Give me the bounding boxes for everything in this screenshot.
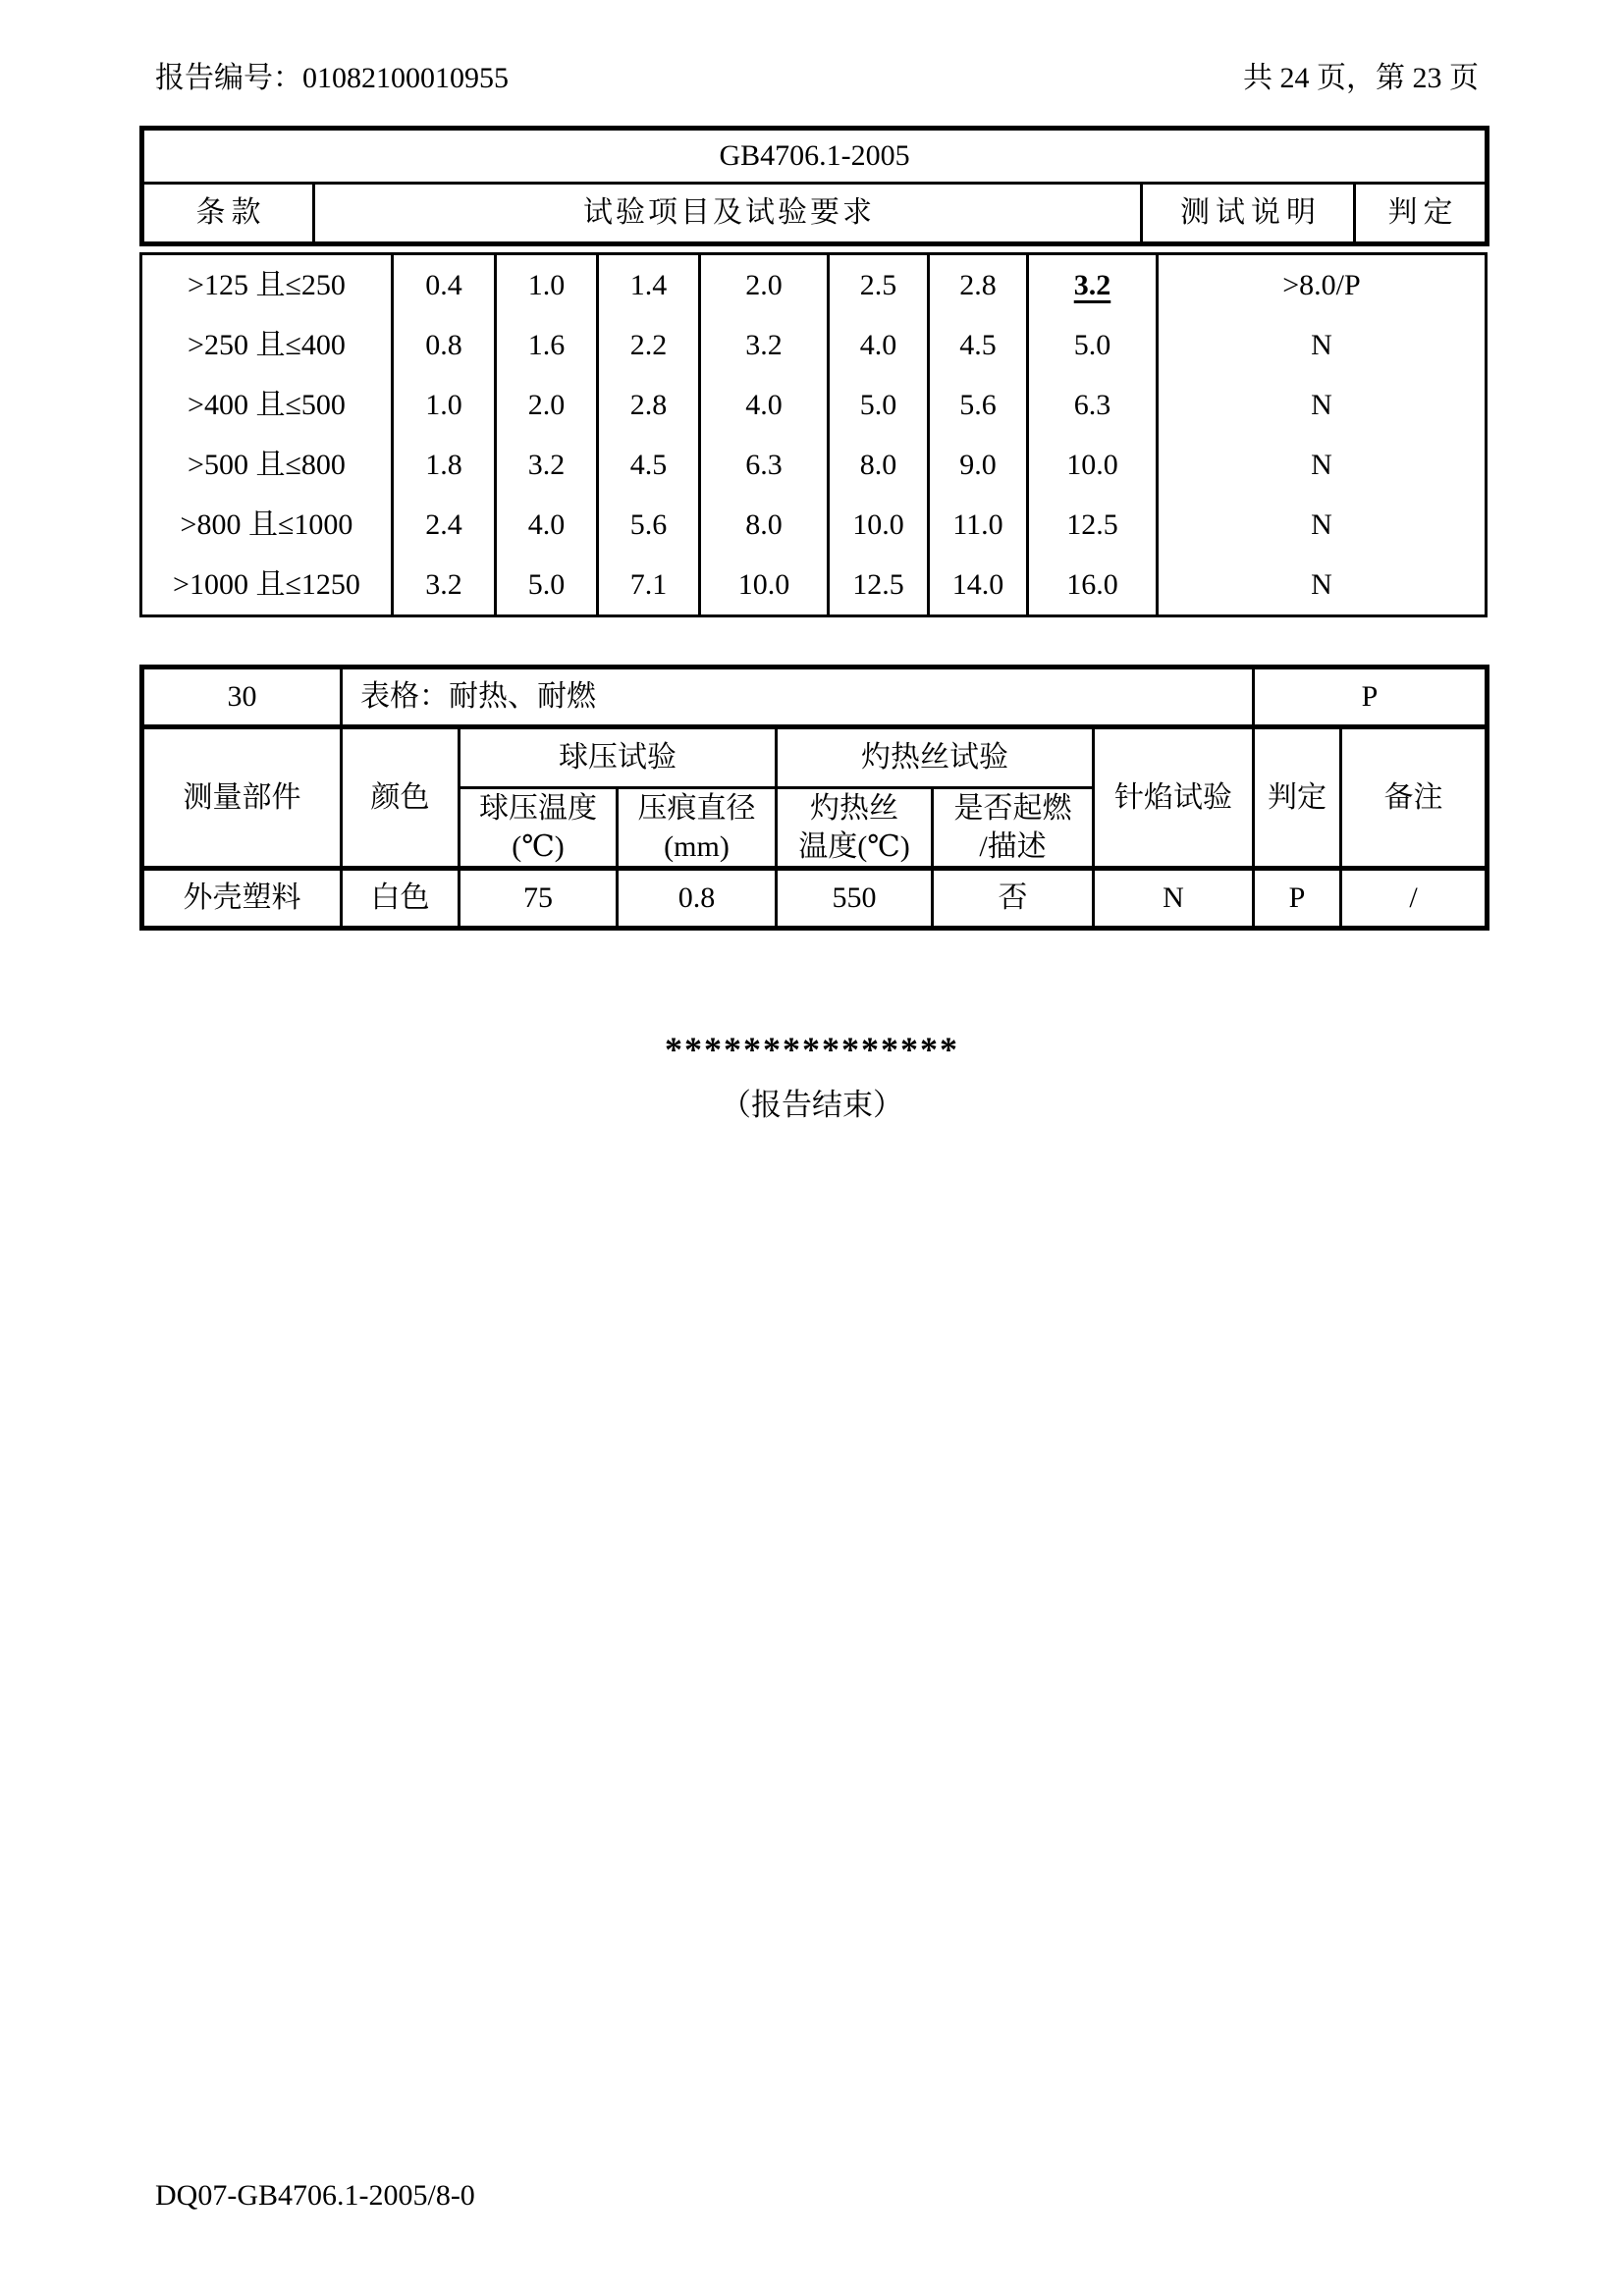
result-cell: N xyxy=(1158,375,1487,435)
table-row xyxy=(141,375,1487,435)
table-cell: 14.0 xyxy=(929,555,1028,616)
table-row xyxy=(141,555,1487,616)
range-cell: >125 且≤250 xyxy=(141,254,393,316)
header-glow-wire: 灼热丝试验 xyxy=(777,727,1094,788)
needle-flame-cell: N xyxy=(1094,869,1254,929)
table-cell: 10.0 xyxy=(1028,435,1158,495)
table-cell: 5.0 xyxy=(1028,315,1158,375)
page-header xyxy=(155,61,1479,96)
range-cell: >250 且≤400 xyxy=(141,315,393,375)
col-header-test-items: 试验项目及试验要求 xyxy=(314,184,1142,244)
color-cell: 白色 xyxy=(342,869,460,929)
header-color: 颜色 xyxy=(342,727,460,869)
range-cell: >800 且≤1000 xyxy=(141,495,393,555)
clause-number: 30 xyxy=(142,667,342,727)
subheader-line: (℃) xyxy=(512,830,565,863)
table-cell: 10.0 xyxy=(700,555,829,616)
table-cell: 1.0 xyxy=(393,375,496,435)
table-row xyxy=(141,254,1487,316)
subheader-ball-temp xyxy=(460,788,618,869)
table-cell: 10.0 xyxy=(829,495,929,555)
subheader-line: (mm) xyxy=(664,830,730,863)
subheader-line: 温度(℃) xyxy=(798,830,910,863)
table-row xyxy=(142,184,1488,244)
table-cell: 0.4 xyxy=(393,254,496,316)
table-cell: 5.0 xyxy=(829,375,929,435)
subheader-line: 灼热丝 xyxy=(810,792,898,825)
table-cell: 5.6 xyxy=(929,375,1028,435)
subheader-line: 球压温度 xyxy=(479,792,597,825)
table-cell: 12.5 xyxy=(829,555,929,616)
result-cell: N xyxy=(1158,315,1487,375)
table-cell: 2.2 xyxy=(598,315,700,375)
table-cell: 5.0 xyxy=(496,555,598,616)
clause-verdict: P xyxy=(1254,667,1488,727)
ignition-cell: 否 xyxy=(933,869,1094,929)
table-cell: 0.8 xyxy=(393,315,496,375)
table-cell: 7.1 xyxy=(598,555,700,616)
stars-separator: *************** xyxy=(665,1030,959,1069)
table-cell: 8.0 xyxy=(700,495,829,555)
table-cell: 1.4 xyxy=(598,254,700,316)
table-row xyxy=(141,435,1487,495)
result-cell: >8.0/P xyxy=(1158,254,1487,316)
result-cell: N xyxy=(1158,555,1487,616)
result-cell: N xyxy=(1158,435,1487,495)
footer-code: DQ07-GB4706.1-2005/8-0 xyxy=(155,2179,475,2212)
table-cell: 16.0 xyxy=(1028,555,1158,616)
report-number: 报告编号：01082100010955 xyxy=(155,62,509,94)
table-cell: 2.8 xyxy=(929,254,1028,316)
subheader-indent-diameter xyxy=(618,788,777,869)
subheader-line: 压痕直径 xyxy=(637,792,756,825)
table-cell: 9.0 xyxy=(929,435,1028,495)
page-content xyxy=(139,126,1485,1124)
verdict-cell: P xyxy=(1254,869,1341,929)
header-needle-flame: 针焰试验 xyxy=(1094,727,1254,869)
table-cell: 3.2 xyxy=(393,555,496,616)
result-cell: N xyxy=(1158,495,1487,555)
range-cell: >400 且≤500 xyxy=(141,375,393,435)
table-row xyxy=(141,315,1487,375)
page-count: 共 24 页，第 23 页 xyxy=(1243,62,1479,94)
part-cell: 外壳塑料 xyxy=(142,869,342,929)
col-header-test-notes: 测试说明 xyxy=(1142,184,1355,244)
report-end-text: （报告结束） xyxy=(721,1088,903,1122)
table-cell: 6.3 xyxy=(1028,375,1158,435)
table-cell: 1.8 xyxy=(393,435,496,495)
table-cell: 2.5 xyxy=(829,254,929,316)
table-cell: 4.5 xyxy=(598,435,700,495)
table-cell: 1.6 xyxy=(496,315,598,375)
standard-title: GB4706.1-2005 xyxy=(142,129,1488,184)
table-cell: 11.0 xyxy=(929,495,1028,555)
ball-temp-cell: 75 xyxy=(460,869,618,929)
header-ball-pressure: 球压试验 xyxy=(460,727,777,788)
remark-cell: / xyxy=(1341,869,1488,929)
subheader-line: 是否起燃 xyxy=(953,792,1072,825)
clause-row xyxy=(142,667,1488,727)
indent-diameter-cell: 0.8 xyxy=(618,869,777,929)
table-row xyxy=(142,129,1488,184)
range-cell: >500 且≤800 xyxy=(141,435,393,495)
values-table xyxy=(139,252,1488,617)
table-cell: 3.2 xyxy=(700,315,829,375)
table-cell: 4.5 xyxy=(929,315,1028,375)
table-cell: 4.0 xyxy=(496,495,598,555)
table-cell: 2.8 xyxy=(598,375,700,435)
clause-title: 表格：耐热、耐燃 xyxy=(342,667,1254,727)
table-row xyxy=(142,869,1488,929)
col-header-verdict: 判定 xyxy=(1355,184,1488,244)
subheader-ignition xyxy=(933,788,1094,869)
table-cell: 6.3 xyxy=(700,435,829,495)
header-remark: 备注 xyxy=(1341,727,1488,869)
table-cell: 12.5 xyxy=(1028,495,1158,555)
header-row xyxy=(142,727,1488,788)
range-cell: >1000 且≤1250 xyxy=(141,555,393,616)
subheader-glow-wire-temp xyxy=(777,788,933,869)
subheader-line: /描述 xyxy=(979,830,1047,863)
table-cell: 2.0 xyxy=(700,254,829,316)
table-cell: 2.4 xyxy=(393,495,496,555)
table-cell: 5.6 xyxy=(598,495,700,555)
table-cell: 8.0 xyxy=(829,435,929,495)
highlighted-value-cell: 3.2 xyxy=(1028,254,1158,316)
table-row xyxy=(141,495,1487,555)
table-cell: 4.0 xyxy=(700,375,829,435)
table-cell: 1.0 xyxy=(496,254,598,316)
table-cell: 4.0 xyxy=(829,315,929,375)
table-cell: 2.0 xyxy=(496,375,598,435)
glow-wire-temp-cell: 550 xyxy=(777,869,933,929)
table-cell: 3.2 xyxy=(496,435,598,495)
heat-resistance-table xyxy=(139,665,1489,931)
header-verdict: 判定 xyxy=(1254,727,1341,869)
col-header-clause: 条款 xyxy=(142,184,314,244)
standard-header-table xyxy=(139,126,1489,246)
header-part: 测量部件 xyxy=(142,727,342,869)
